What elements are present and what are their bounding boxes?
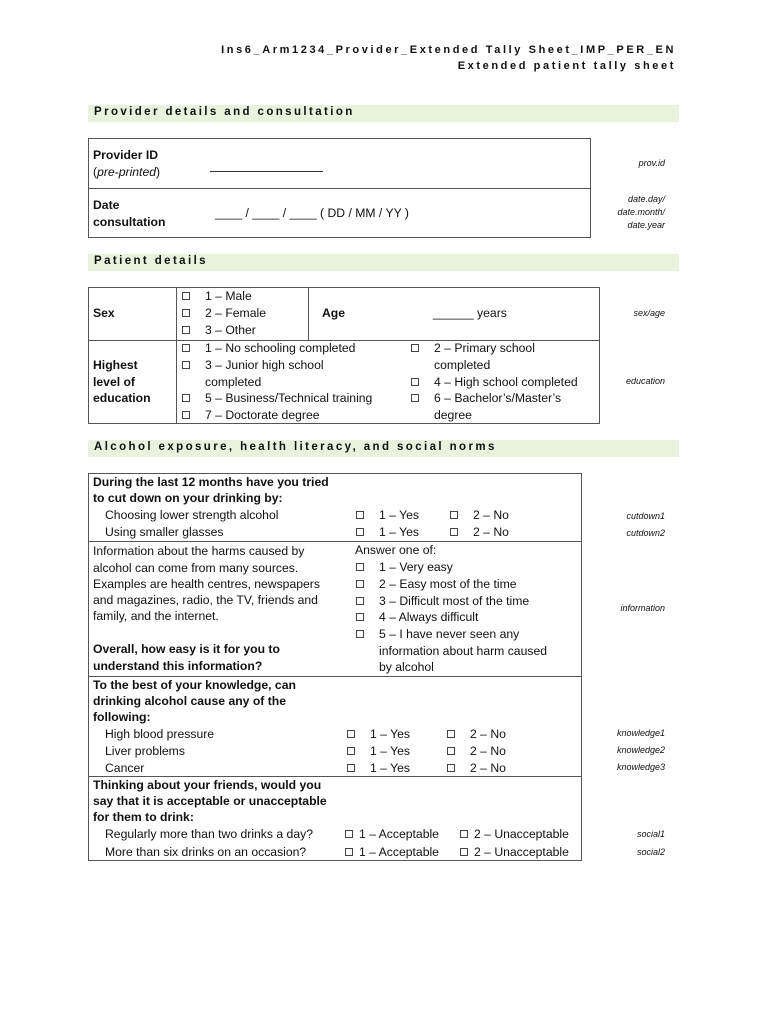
info-5-option-cont-2: by alcohol [379,660,434,674]
info-text-3: Examples are health centres, newspapers [93,577,320,591]
cutdown2-yes-checkbox[interactable] [356,528,364,536]
var-sex-age: sex/age [633,308,665,318]
edu-2-option: 2 – Primary school [434,341,535,355]
info-1-option: 1 – Very easy [379,560,453,574]
section-provider-heading: Provider details and consultation [88,105,679,122]
age-label: Age [322,306,346,320]
info-2-option: 2 – Easy most of the time [379,577,517,591]
section-alcohol-heading: Alcohol exposure, health literacy, and social norms [88,440,679,457]
edu-5-option: 5 – Business/Technical training [205,391,373,405]
var-information: information [620,603,665,613]
info-3-checkbox[interactable] [356,597,364,605]
sex-male-checkbox[interactable] [182,292,190,300]
knowledge3-yes-label: 1 – Yes [370,761,410,775]
info-1-checkbox[interactable] [356,563,364,571]
age-field[interactable]: ______ years [433,306,507,320]
edu-1-checkbox[interactable] [182,344,190,352]
cutdown2-yes-label: 1 – Yes [379,525,419,539]
knowledge1-yes-checkbox[interactable] [347,730,355,738]
knowledge-question-2: drinking alcohol cause any of the [93,694,287,708]
info-question-2: understand this information? [93,659,263,673]
edu-3-option: 3 – Junior high school [205,358,324,372]
info-text-4: and magazines, radio, the TV, friends and [93,593,318,607]
info-5-option: 5 – I have never seen any [379,627,520,641]
social1-unacceptable-label: 2 – Unacceptable [474,827,569,841]
social2-acceptable-checkbox[interactable] [345,848,353,856]
info-2-checkbox[interactable] [356,580,364,588]
edu-3-option-cont: completed [205,375,262,389]
var-social1: social1 [636,829,665,839]
social1-acceptable-label: 1 – Acceptable [359,827,439,841]
cutdown-question-2: to cut down on your drinking by: [93,491,283,505]
cutdown1-no-label: 2 – No [473,508,509,522]
education-label-2: level of [93,375,135,389]
knowledge-item-1: High blood pressure [105,727,215,741]
document-title: Extended patient tally sheet [457,60,676,72]
edu-5-checkbox[interactable] [182,394,190,402]
social-question-3: for them to drink: [93,810,194,824]
knowledge1-yes-label: 1 – Yes [370,727,410,741]
edu-2-checkbox[interactable] [411,344,419,352]
social-item-2: More than six drinks on an occasion? [105,845,307,859]
edu-6-option-cont: degree [434,408,472,422]
edu-7-checkbox[interactable] [182,411,190,419]
social-item-1: Regularly more than two drinks a day? [105,827,313,841]
sex-other-option: 3 – Other [205,323,256,337]
var-social2: social2 [636,847,665,857]
cutdown2-no-checkbox[interactable] [450,528,458,536]
knowledge-question-3: following: [93,710,151,724]
cutdown-item-2: Using smaller glasses [105,525,224,539]
info-4-option: 4 – Always difficult [379,610,479,624]
info-5-option-cont-1: information about harm caused [379,644,548,658]
edu-6-checkbox[interactable] [411,394,419,402]
var-knowledge3: knowledge3 [616,762,665,772]
knowledge1-no-checkbox[interactable] [447,730,455,738]
date-label-2: consultation [93,215,166,229]
var-cutdown1: cutdown1 [626,511,665,521]
sex-label: Sex [93,306,115,320]
cutdown2-no-label: 2 – No [473,525,509,539]
knowledge2-yes-checkbox[interactable] [347,747,355,755]
knowledge3-yes-checkbox[interactable] [347,764,355,772]
edu-1-option: 1 – No schooling completed [205,341,356,355]
knowledge3-no-checkbox[interactable] [447,764,455,772]
date-consultation-field[interactable]: ____ / ____ / ____ ( DD / MM / YY ) [215,206,409,220]
var-prov-id: prov.id [638,158,665,168]
var-date-day: date.day/ [627,194,665,204]
knowledge-item-3: Cancer [105,761,145,775]
edu-7-option: 7 – Doctorate degree [205,408,320,422]
sex-other-checkbox[interactable] [182,326,190,334]
education-label-3: education [93,391,151,405]
info-text-5: family, and the internet. [93,609,219,623]
education-label-1: Highest [93,358,138,372]
social-question-1: Thinking about your friends, would you [93,778,322,792]
info-text-1: Information about the harms caused by [93,544,305,558]
var-knowledge2: knowledge2 [616,745,665,755]
social1-acceptable-checkbox[interactable] [345,830,353,838]
document-code: Ins6_Arm1234_Provider_Extended Tally Sheet_IMP_PER_EN [221,44,676,56]
edu-3-checkbox[interactable] [182,361,190,369]
social2-acceptable-label: 1 – Acceptable [359,845,439,859]
social2-unacceptable-label: 2 – Unacceptable [474,845,569,859]
var-knowledge1: knowledge1 [616,728,665,738]
edu-2-option-cont: completed [434,358,491,372]
info-3-option: 3 – Difficult most of the time [379,594,530,608]
edu-4-checkbox[interactable] [411,378,419,386]
knowledge3-no-label: 2 – No [470,761,506,775]
knowledge2-no-checkbox[interactable] [447,747,455,755]
edu-6-option: 6 – Bachelor’s/Master’s [434,391,562,405]
var-date-month: date.month/ [617,207,665,217]
var-cutdown2: cutdown2 [626,528,665,538]
provider-id-label: Provider ID [93,148,159,162]
social1-unacceptable-checkbox[interactable] [460,830,468,838]
sex-male-option: 1 – Male [205,289,252,303]
provider-id-field[interactable] [210,171,323,172]
social-question-2: say that it is acceptable or unacceptable [93,794,327,808]
info-text-2: alcohol can come from many sources. [93,561,299,575]
cutdown1-no-checkbox[interactable] [450,511,458,519]
knowledge-question-1: To the best of your knowledge, can [93,678,296,692]
var-date-year: date.year [627,220,665,230]
knowledge1-no-label: 2 – No [470,727,506,741]
knowledge-item-2: Liver problems [105,744,185,758]
section-patient-heading: Patient details [88,254,679,271]
answer-one-of: Answer one of: [355,543,437,557]
social2-unacceptable-checkbox[interactable] [460,848,468,856]
sex-female-option: 2 – Female [205,306,266,320]
knowledge2-no-label: 2 – No [470,744,506,758]
var-education: education [625,376,665,386]
cutdown-item-1: Choosing lower strength alcohol [105,508,279,522]
cutdown-question-1: During the last 12 months have you tried [93,475,329,489]
knowledge2-yes-label: 1 – Yes [370,744,410,758]
cutdown1-yes-checkbox[interactable] [356,511,364,519]
cutdown1-yes-label: 1 – Yes [379,508,419,522]
edu-4-option: 4 – High school completed [434,375,578,389]
info-question-1: Overall, how easy is it for you to [93,642,280,656]
info-5-checkbox[interactable] [356,630,364,638]
date-label: Date [93,198,120,212]
sex-female-checkbox[interactable] [182,309,190,317]
provider-id-note: (pre-printed) [93,165,161,179]
info-4-checkbox[interactable] [356,613,364,621]
